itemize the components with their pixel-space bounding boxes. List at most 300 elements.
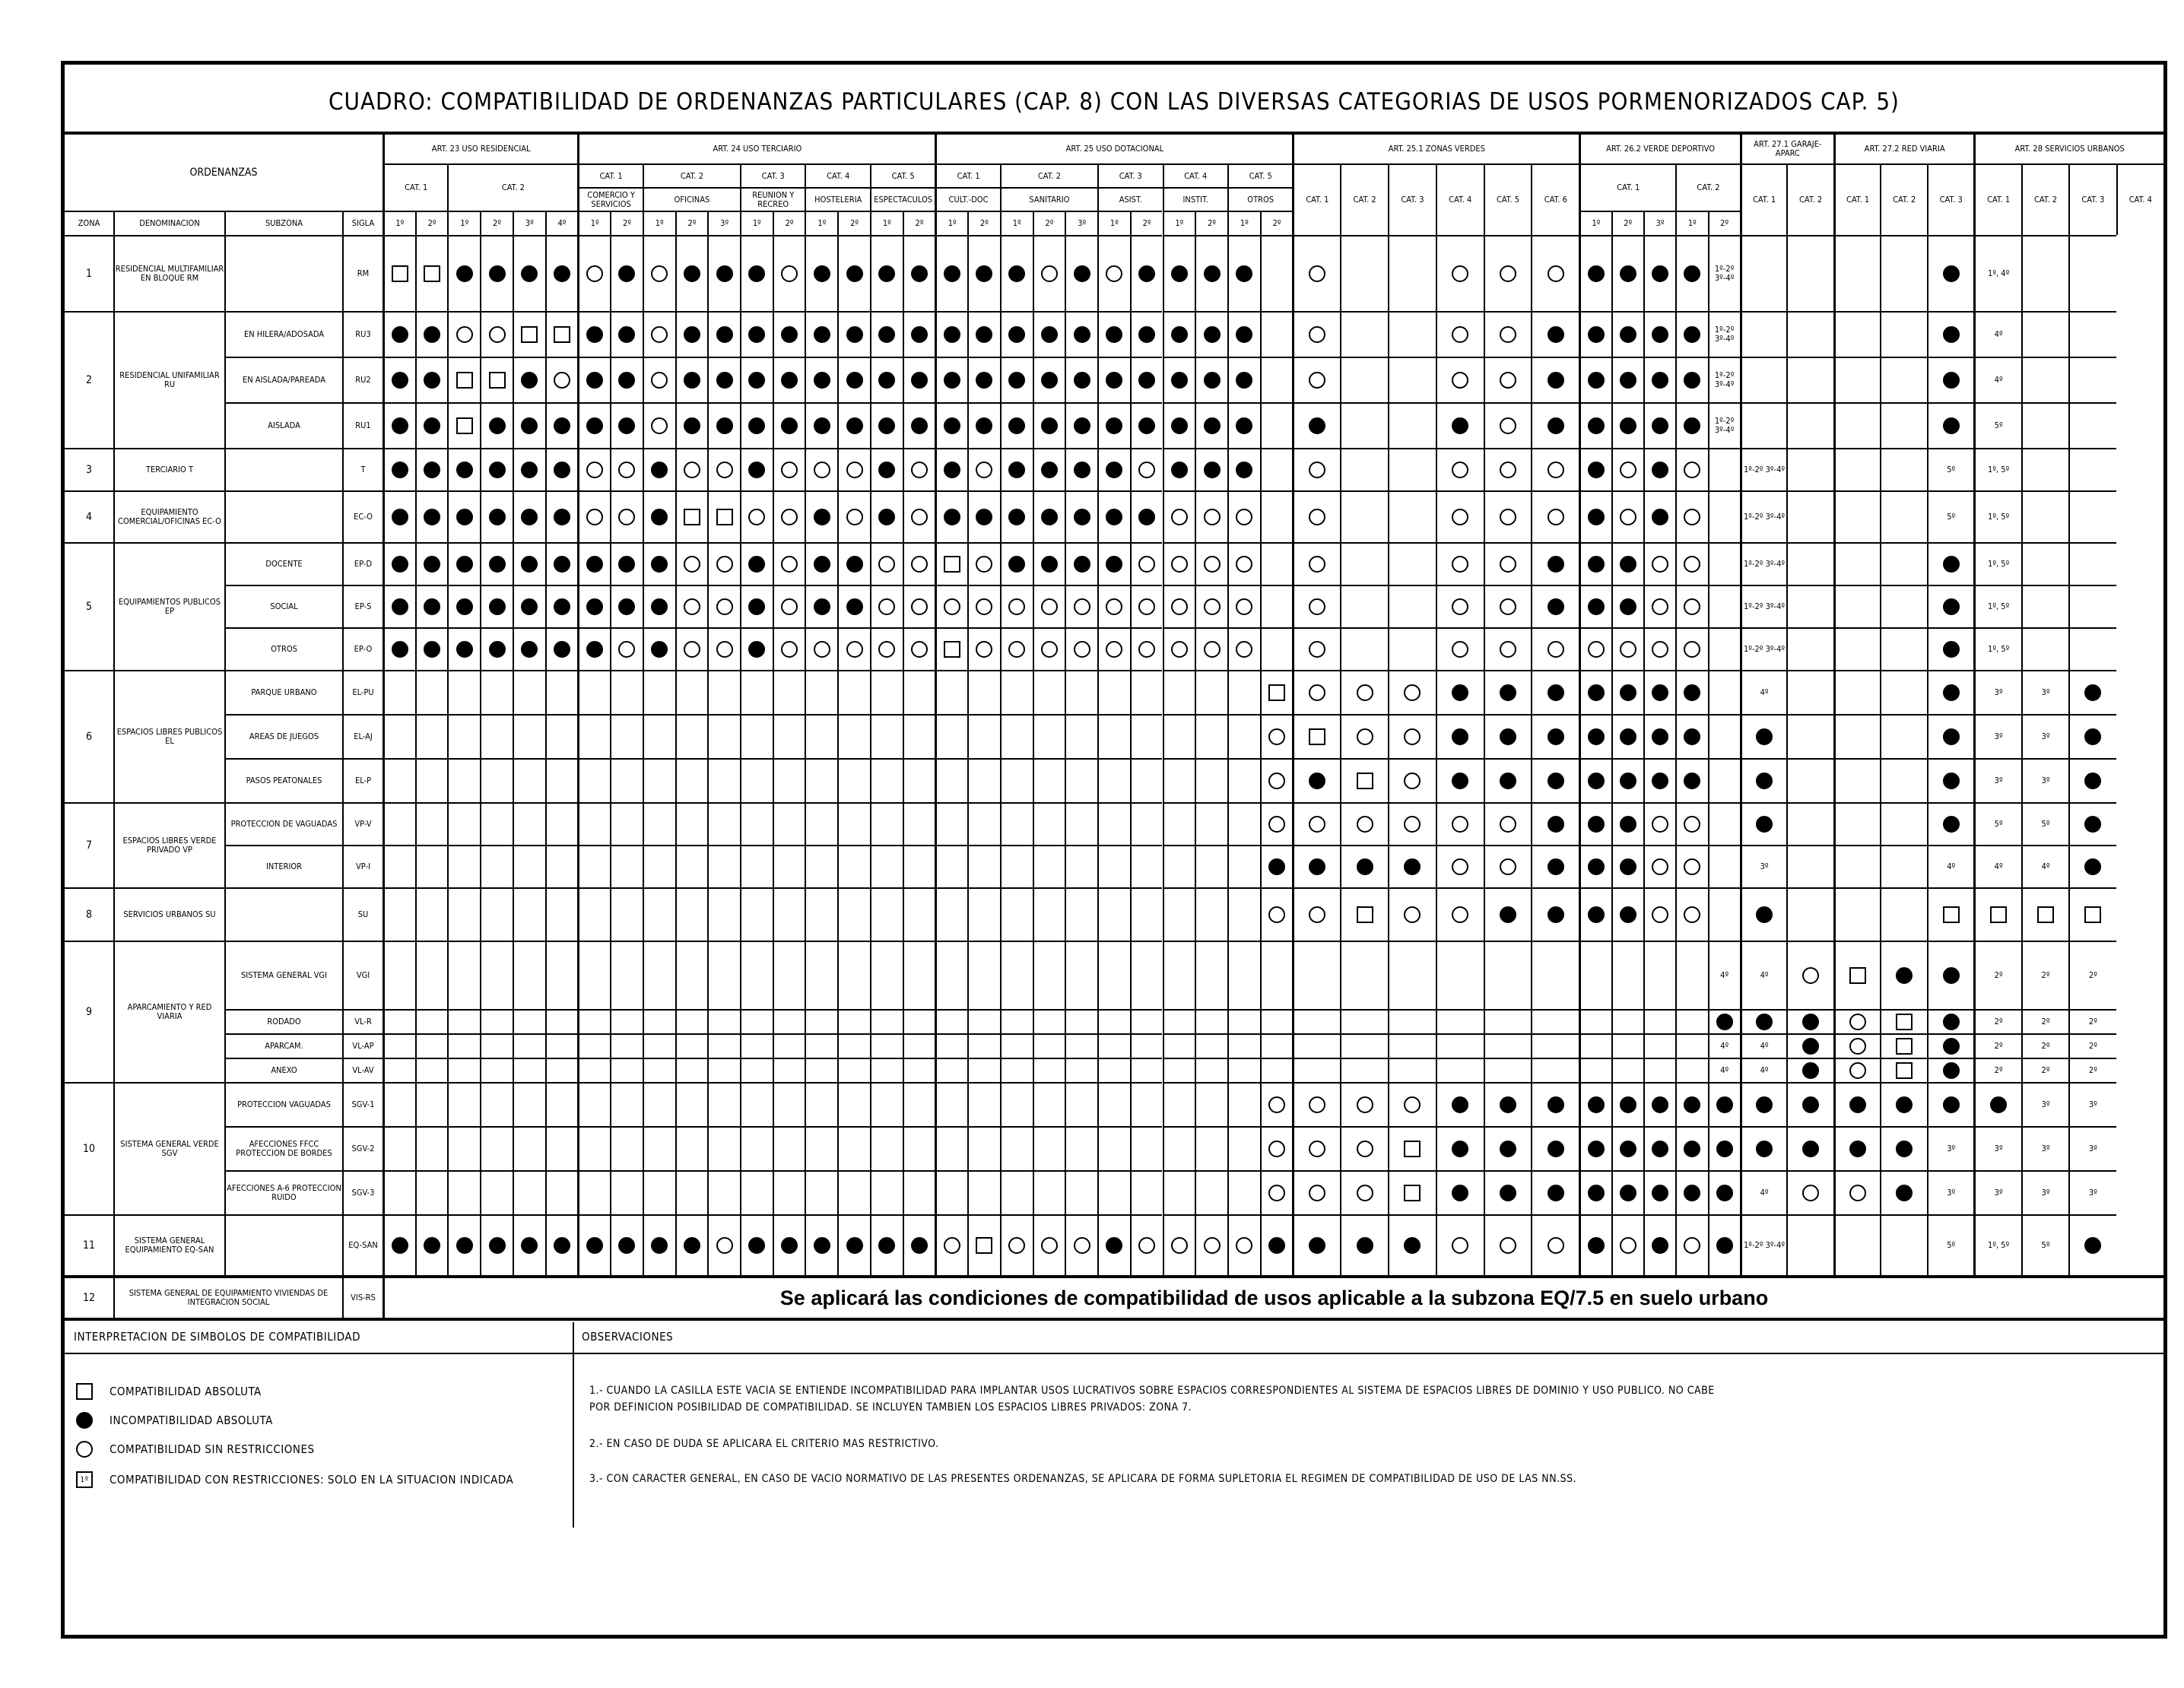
filled-circle-icon (846, 326, 863, 343)
zone-denomination: SERVICIOS URBANOS SU (113, 887, 224, 941)
compat-cell (480, 670, 513, 714)
compat-cell (1163, 311, 1195, 357)
compat-cell (1436, 627, 1484, 670)
compat-cell (805, 941, 837, 1009)
compat-cell (1611, 235, 1643, 311)
filled-circle-icon (1943, 598, 1960, 615)
open-circle-icon (1452, 509, 1468, 525)
category-header: CAT. 6 (1531, 163, 1579, 235)
compat-cell (415, 357, 448, 402)
filled-circle-icon (76, 1412, 93, 1429)
open-circle-icon (684, 641, 700, 658)
legend-label: COMPATIBILIDAD CON RESTRICCIONES: SOLO EN LA SITUACION INDICADA (110, 1473, 514, 1487)
zone-denomination: RESIDENCIAL UNIFAMILIAR RU (113, 311, 224, 448)
compat-cell (480, 758, 513, 802)
filled-circle-icon (944, 265, 960, 282)
compat-cell (1786, 845, 1833, 887)
category-header: CAT. 3 (740, 163, 805, 187)
compat-cell (1065, 887, 1097, 941)
compat-cell (707, 357, 740, 402)
compat-cell (1643, 627, 1675, 670)
compat-cell (1097, 402, 1130, 448)
compat-cell (1065, 1082, 1097, 1126)
subcategory-header: 2º (1195, 211, 1227, 235)
compat-cell (1643, 1214, 1675, 1275)
compat-cell (2021, 542, 2068, 585)
subzone-label (224, 887, 342, 941)
compat-cell (903, 490, 935, 542)
compat-cell (1880, 802, 1927, 845)
compat-cell (1292, 1214, 1340, 1275)
filled-circle-icon (521, 509, 538, 525)
compat-cell (383, 490, 415, 542)
sigla-label: SGV-2 (342, 1126, 383, 1170)
compat-cell (1195, 542, 1227, 585)
open-circle-icon (976, 641, 992, 658)
open-circle-icon (1204, 641, 1221, 658)
filled-circle-icon (392, 326, 408, 343)
compat-cell (1579, 802, 1611, 845)
open-circle-icon (1138, 641, 1155, 658)
compat-cell (1195, 311, 1227, 357)
filled-circle-icon (1802, 1014, 1819, 1030)
compat-cell (1579, 490, 1611, 542)
subzone-label: EN HILERA/ADOSADA (224, 311, 342, 357)
compat-cell (1579, 1082, 1611, 1126)
ordenanzas-header: ORDENANZAS (189, 166, 258, 179)
compat-cell (1833, 235, 1881, 311)
filled-circle-icon (1236, 417, 1252, 434)
compat-cell (383, 1082, 415, 1126)
subcategory-header: 1º (805, 211, 837, 235)
open-circle-icon (1452, 265, 1468, 282)
open-circle-icon (1357, 1185, 1373, 1201)
compat-cell (837, 1170, 870, 1214)
category-header: CAT. 2 (1675, 163, 1740, 211)
filled-circle-icon (1204, 462, 1221, 478)
compat-cell (1973, 887, 2021, 941)
compat-situation-label: 1º-2º 3º-4º (1708, 311, 1740, 357)
compat-cell (415, 1126, 448, 1170)
compat-cell (1833, 1033, 1881, 1058)
compat-cell (1130, 845, 1163, 887)
compat-situation-label: 4º (1740, 1170, 1787, 1214)
open-circle-icon (1404, 728, 1421, 745)
category-header: CAT. 5 (1484, 163, 1532, 235)
open-circle-icon (1452, 641, 1468, 658)
compat-cell (513, 1126, 545, 1170)
filled-circle-icon (651, 556, 668, 573)
compat-cell (383, 1214, 415, 1275)
compat-cell (1340, 1009, 1388, 1033)
compat-cell (480, 1126, 513, 1170)
compat-cell (1000, 714, 1033, 758)
compat-cell (675, 235, 708, 311)
compat-cell (1927, 235, 1974, 311)
compat-cell (1000, 887, 1033, 941)
filled-circle-icon (1588, 1141, 1605, 1157)
filled-circle-icon (651, 509, 668, 525)
compat-cell (1000, 1126, 1033, 1170)
open-circle-icon (1236, 1237, 1252, 1254)
compat-cell (967, 1082, 1000, 1126)
compat-cell (1097, 845, 1130, 887)
compat-cell (903, 235, 935, 311)
compat-cell (1611, 941, 1643, 1009)
compat-cell (1436, 1082, 1484, 1126)
square-icon (456, 417, 473, 434)
open-circle-icon (1548, 1237, 1564, 1254)
filled-circle-icon (586, 372, 603, 389)
compat-cell (1740, 402, 1787, 448)
filled-circle-icon (1652, 462, 1668, 478)
filled-circle-icon (1309, 1237, 1325, 1254)
compat-cell (513, 490, 545, 542)
compat-cell (1097, 1009, 1130, 1033)
compat-cell (1579, 714, 1611, 758)
filled-circle-icon (1943, 265, 1960, 282)
compat-situation-label: 3º (2068, 1126, 2116, 1170)
compat-cell (1643, 311, 1675, 357)
compat-situation-label: 1º, 5º (1973, 627, 2021, 670)
compat-cell (707, 1126, 740, 1170)
compat-cell (1579, 357, 1611, 402)
compat-cell (675, 357, 708, 402)
compat-cell (675, 941, 708, 1009)
compat-cell (1227, 887, 1260, 941)
compat-cell (1708, 802, 1740, 845)
filled-circle-icon (976, 509, 992, 525)
zone-number: 11 (65, 1214, 113, 1275)
compat-cell (967, 887, 1000, 941)
compat-cell (967, 311, 1000, 357)
compat-cell (903, 448, 935, 490)
compat-cell (1786, 402, 1833, 448)
compat-cell (1611, 845, 1643, 887)
compat-cell (1643, 542, 1675, 585)
filled-circle-icon (1074, 326, 1090, 343)
compat-cell (1880, 1058, 1927, 1082)
compat-cell (805, 542, 837, 585)
open-circle-icon (716, 462, 733, 478)
compat-cell (870, 402, 903, 448)
open-circle-icon (781, 598, 798, 615)
sigla-label: RU3 (342, 311, 383, 357)
filled-circle-icon (1684, 684, 1700, 701)
subcategory-header: 1º (870, 211, 903, 235)
compat-situation-label: 4º (1973, 357, 2021, 402)
compat-cell (513, 714, 545, 758)
filled-circle-icon (618, 417, 635, 434)
open-circle-icon (684, 462, 700, 478)
filled-circle-icon (554, 509, 570, 525)
compat-cell (610, 1033, 643, 1058)
compat-cell (447, 1082, 480, 1126)
filled-circle-icon (1236, 462, 1252, 478)
compat-cell (480, 1058, 513, 1082)
compat-cell (1227, 1170, 1260, 1214)
compat-cell (967, 542, 1000, 585)
compat-cell (935, 845, 967, 887)
compat-cell (480, 311, 513, 357)
compat-cell (1611, 448, 1643, 490)
compat-cell (545, 1214, 578, 1275)
filled-circle-icon (1943, 641, 1960, 658)
compat-cell (1163, 1126, 1195, 1170)
compat-cell (447, 714, 480, 758)
compat-cell (1340, 585, 1388, 627)
open-circle-icon (1309, 816, 1325, 833)
compat-cell (1388, 627, 1436, 670)
subzone-label (224, 1214, 342, 1275)
subcategory-header: 1º (935, 211, 967, 235)
compat-cell (1292, 542, 1340, 585)
compat-cell (1484, 627, 1532, 670)
compat-cell (1786, 1009, 1833, 1033)
row12-banner: Se aplicará las condiciones de compatibilidad de usos aplicable a la subzona EQ/7.5 en suelo urbano (383, 1275, 2163, 1318)
filled-circle-icon (1357, 1237, 1373, 1254)
compat-cell (480, 802, 513, 845)
category-header: CAT. 1 (577, 163, 642, 187)
square-icon (976, 1237, 992, 1254)
filled-circle-icon (456, 641, 473, 658)
category-header: CAT. 3 (2068, 163, 2116, 235)
compat-cell (1643, 845, 1675, 887)
open-circle-icon (1268, 816, 1285, 833)
compat-cell (1340, 802, 1388, 845)
subcategory-header: 2º (610, 211, 643, 235)
zone-number: 3 (65, 448, 113, 490)
compat-situation-label: 1º, 4º (1973, 235, 2021, 311)
zone-denomination: EQUIPAMIENTO COMERCIAL/OFICINAS EC-O (113, 490, 224, 542)
filled-circle-icon (1943, 1062, 1960, 1079)
compat-cell (1880, 1126, 1927, 1170)
open-circle-icon (846, 641, 863, 658)
compat-cell (447, 1009, 480, 1033)
compat-cell (577, 1170, 610, 1214)
filled-circle-icon (1171, 372, 1188, 389)
subcategory-header: 2º (837, 211, 870, 235)
compat-cell (740, 1033, 773, 1058)
open-circle-icon (651, 417, 668, 434)
compat-cell (967, 402, 1000, 448)
filled-circle-icon (748, 265, 765, 282)
compat-cell (740, 402, 773, 448)
compat-cell (1436, 887, 1484, 941)
compat-cell (740, 357, 773, 402)
subzone-label: AFECCIONES A-6 PROTECCION RUIDO (224, 1170, 342, 1214)
compat-situation-label: 5º (2021, 1214, 2068, 1275)
filled-circle-icon (456, 598, 473, 615)
compat-cell (1227, 1033, 1260, 1058)
compat-cell (545, 845, 578, 887)
compat-cell (643, 357, 675, 402)
filled-circle-icon (489, 509, 506, 525)
compat-cell (967, 1033, 1000, 1058)
compat-cell (773, 1126, 805, 1170)
filled-circle-icon (1588, 509, 1605, 525)
compat-cell (773, 714, 805, 758)
category-description: ASIST. (1097, 187, 1162, 211)
open-circle-icon (554, 372, 570, 389)
compat-cell (1340, 941, 1388, 1009)
compat-situation-label: 4º (1973, 845, 2021, 887)
filled-circle-icon (1171, 326, 1188, 343)
open-circle-icon (878, 556, 895, 573)
compat-cell (1579, 402, 1611, 448)
square-icon (1404, 1185, 1421, 1201)
compat-cell (870, 1170, 903, 1214)
filled-circle-icon (1652, 1185, 1668, 1201)
category-description: ESPECTACULOS (870, 187, 935, 211)
compat-cell (707, 1082, 740, 1126)
subzone-label: AFECCIONES FFCC PROTECCION DE BORDES (224, 1126, 342, 1170)
compat-cell (383, 235, 415, 311)
compat-cell (1833, 1009, 1881, 1033)
compat-cell (383, 585, 415, 627)
open-circle-icon (1404, 684, 1421, 701)
compat-cell (1579, 941, 1611, 1009)
open-circle-icon (1500, 265, 1516, 282)
compat-cell (1340, 1058, 1388, 1082)
compat-cell (1130, 357, 1163, 402)
compat-cell (740, 490, 773, 542)
compat-cell (1033, 490, 1065, 542)
compat-cell (480, 585, 513, 627)
compat-cell (1740, 802, 1787, 845)
filled-circle-icon (1588, 773, 1605, 789)
category-header: CAT. 1 (383, 163, 447, 211)
compat-cell (675, 845, 708, 887)
filled-circle-icon (586, 1237, 603, 1254)
open-circle-icon (1268, 1185, 1285, 1201)
filled-circle-icon (1548, 1141, 1564, 1157)
filled-circle-icon (586, 417, 603, 434)
filled-circle-icon (684, 417, 700, 434)
compat-cell (1227, 845, 1260, 887)
compat-cell (1740, 357, 1787, 402)
compat-cell (870, 1058, 903, 1082)
compat-cell (2021, 585, 2068, 627)
open-circle-icon (944, 1237, 960, 1254)
square-icon (1896, 1038, 1913, 1055)
compat-cell (1163, 542, 1195, 585)
compat-cell (1097, 490, 1130, 542)
compat-cell (870, 1082, 903, 1126)
compat-cell (1579, 1058, 1611, 1082)
filled-circle-icon (392, 417, 408, 434)
compat-cell (805, 311, 837, 357)
subzone-label (224, 448, 342, 490)
square-icon (521, 326, 538, 343)
open-circle-icon (1309, 641, 1325, 658)
filled-circle-icon (1620, 816, 1636, 833)
compat-cell (1260, 1058, 1293, 1082)
filled-circle-icon (1588, 816, 1605, 833)
subcategory-header: 2º (903, 211, 935, 235)
compat-cell (1436, 311, 1484, 357)
compat-cell (1436, 670, 1484, 714)
square-icon (944, 556, 960, 573)
compat-cell (513, 585, 545, 627)
filled-circle-icon (1620, 906, 1636, 923)
filled-circle-icon (1041, 417, 1058, 434)
compat-cell (773, 887, 805, 941)
filled-circle-icon (1452, 684, 1468, 701)
filled-circle-icon (651, 462, 668, 478)
filled-circle-icon (1548, 728, 1564, 745)
compat-cell (545, 1033, 578, 1058)
compat-cell (513, 941, 545, 1009)
open-circle-icon (781, 265, 798, 282)
compat-cell (1880, 448, 1927, 490)
filled-circle-icon (1620, 1096, 1636, 1113)
filled-circle-icon (878, 265, 895, 282)
compat-cell (513, 758, 545, 802)
filled-circle-icon (1548, 1185, 1564, 1201)
compat-cell (1097, 1126, 1130, 1170)
filled-circle-icon (846, 1237, 863, 1254)
compat-cell (577, 235, 610, 311)
filled-circle-icon (1849, 1141, 1866, 1157)
compat-cell (1163, 1082, 1195, 1126)
compat-cell (1227, 714, 1260, 758)
compat-cell (935, 802, 967, 845)
filled-circle-icon (392, 372, 408, 389)
subcategory-header: 2º (1708, 211, 1740, 235)
compat-cell (1643, 402, 1675, 448)
compat-cell (415, 941, 448, 1009)
compat-cell (1227, 758, 1260, 802)
filled-circle-icon (1684, 773, 1700, 789)
compat-cell (1708, 1082, 1740, 1126)
compat-situation-label: 3º (1927, 1170, 1974, 1214)
open-circle-icon (1452, 372, 1468, 389)
compat-cell (805, 1170, 837, 1214)
compat-cell (480, 357, 513, 402)
compat-cell (1340, 448, 1388, 490)
compat-cell (577, 585, 610, 627)
compat-cell (447, 1126, 480, 1170)
compat-cell (935, 1214, 967, 1275)
subzone-label: SISTEMA GENERAL VGI (224, 941, 342, 1009)
open-circle-icon (1802, 1185, 1819, 1201)
compat-cell (1065, 402, 1097, 448)
compat-cell (1675, 448, 1707, 490)
compat-cell (415, 714, 448, 758)
filled-circle-icon (1652, 1096, 1668, 1113)
filled-circle-icon (521, 417, 538, 434)
compat-situation-label: 1º, 5º (1973, 448, 2021, 490)
compat-cell (1195, 941, 1227, 1009)
open-circle-icon (1684, 462, 1700, 478)
compat-cell (1880, 845, 1927, 887)
category-description: INSTIT. (1163, 187, 1227, 211)
compat-cell (935, 585, 967, 627)
compat-cell (1388, 887, 1436, 941)
compat-cell (870, 670, 903, 714)
filled-circle-icon (1588, 372, 1605, 389)
filled-circle-icon (976, 417, 992, 434)
filled-circle-icon (1588, 684, 1605, 701)
filled-circle-icon (1041, 372, 1058, 389)
compat-cell (1436, 758, 1484, 802)
compat-cell (805, 758, 837, 802)
compat-cell (1000, 585, 1033, 627)
compat-cell (2068, 887, 2116, 941)
compat-cell (1097, 542, 1130, 585)
compat-cell (447, 941, 480, 1009)
